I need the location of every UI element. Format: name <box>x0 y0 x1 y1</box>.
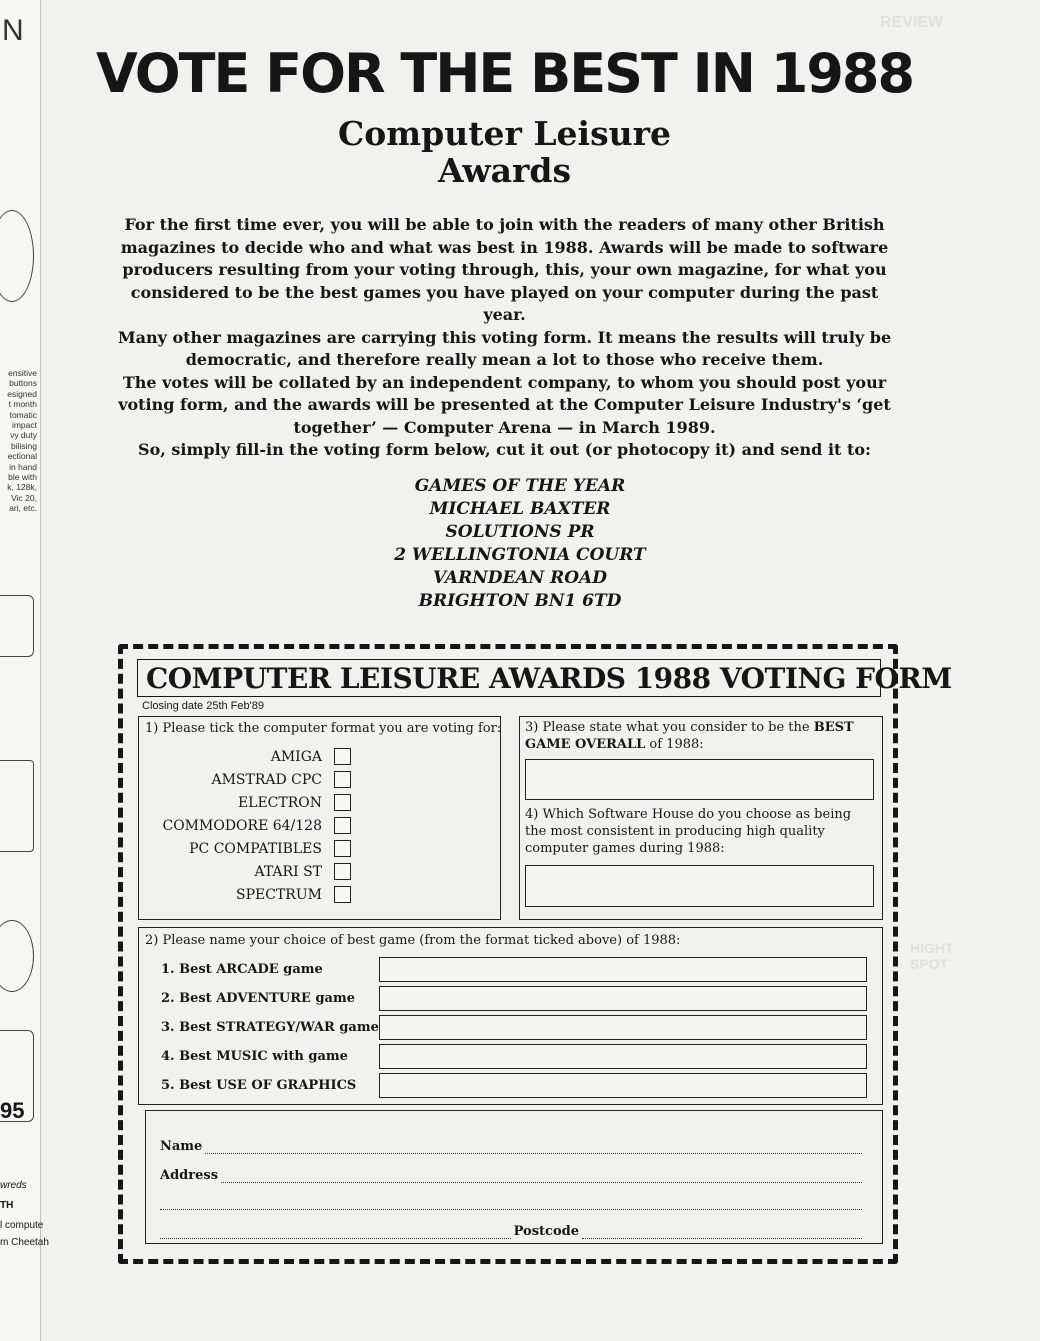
adjacent-text-line: TH <box>0 1200 14 1211</box>
category-answer-field[interactable] <box>379 957 867 982</box>
adjacent-text-line: t month <box>8 399 37 410</box>
adjacent-text-line: k, 128k, <box>7 482 37 493</box>
address-line: 2 WELLINGTONIA COURT <box>394 545 646 565</box>
adjacent-text-line: buttons <box>9 378 37 389</box>
address-field[interactable] <box>221 1170 862 1183</box>
name-label: Name <box>160 1139 203 1154</box>
format-box <box>138 716 501 920</box>
category-label: 1. Best ARCADE game <box>161 962 323 977</box>
voting-form-title: COMPUTER LEISURE AWARDS 1988 VOTING FORM <box>137 659 881 697</box>
adjacent-text-line: m Cheetah <box>0 1237 49 1248</box>
question-3-emphasis: BEST GAME OVERALL <box>525 720 854 752</box>
adjacent-text-line: esigned <box>7 388 37 399</box>
format-option-pc[interactable] <box>139 840 351 857</box>
format-checkbox[interactable] <box>334 863 351 880</box>
format-label: ELECTRON <box>237 794 322 811</box>
format-option-electron[interactable] <box>139 794 351 811</box>
format-option-amstrad[interactable] <box>139 771 351 788</box>
format-checkbox[interactable] <box>334 771 351 788</box>
intro-paragraph: For the first time ever, you will be able to join with the readers of many other British magazines to decide who and what was best in 1988. Awards will be made to software producers resulting from your voting through, this, your own magazine, for what you considered to be the best games you have played on your computer during the past year. <box>120 215 889 324</box>
format-label: PC COMPATIBLES <box>189 840 322 857</box>
address-line: BRIGHTON BN1 6TD <box>418 591 622 611</box>
format-option-atari[interactable] <box>139 863 351 880</box>
address-line: MICHAEL BAXTER <box>429 499 611 519</box>
format-option-spectrum[interactable] <box>139 886 351 903</box>
intro-paragraph: The votes will be collated by an independent company, to whom you should post your voting form, and the awards will be presented at the Computer Leisure Industry's ‘get together’ — Computer Arena — in March 1989. <box>118 372 891 437</box>
subtitle-line: Computer Leisure <box>337 114 672 153</box>
category-label: 5. Best USE OF GRAPHICS <box>161 1078 357 1093</box>
adjacent-text-line: ble with <box>8 472 37 483</box>
format-checkbox[interactable] <box>334 886 351 903</box>
format-checkbox[interactable] <box>334 840 351 857</box>
format-option-commodore[interactable] <box>139 817 351 834</box>
intro-text <box>110 214 899 462</box>
contact-box <box>145 1110 883 1244</box>
adjacent-text-line: ectional <box>7 451 37 462</box>
name-field[interactable] <box>205 1141 862 1154</box>
format-label: AMSTRAD CPC <box>211 771 322 788</box>
intro-paragraph: Many other magazines are carrying this voting form. It means the results will truly be democratic, and therefore really mean a lot to those who receive them. <box>117 327 892 369</box>
category-label: 2. Best ADVENTURE game <box>161 991 356 1006</box>
category-row <box>161 986 867 1011</box>
adjacent-text-line: bilising <box>11 440 37 451</box>
address-label: Address <box>160 1168 219 1183</box>
overall-box <box>519 716 883 920</box>
question-3-text: of 1988: <box>645 737 704 752</box>
format-checkbox[interactable] <box>334 817 351 834</box>
postal-address <box>0 475 1040 613</box>
sketch-outline <box>0 920 34 992</box>
category-label: 4. Best MUSIC with game <box>161 1049 348 1064</box>
format-option-amiga[interactable] <box>139 748 351 765</box>
adjacent-text-line: tomatic <box>9 409 37 420</box>
postcode-label: Postcode <box>513 1224 579 1239</box>
page-subtitle <box>60 115 949 189</box>
subtitle-line: Awards <box>437 151 572 190</box>
address-line: GAMES OF THE YEAR <box>414 476 626 496</box>
address-line-2[interactable] <box>160 1197 862 1210</box>
question-2: 2) Please name your choice of best game (from the format ticked above) of 1988: <box>145 933 681 948</box>
format-label: COMMODORE 64/128 <box>162 817 322 834</box>
postcode-field[interactable] <box>582 1226 862 1239</box>
format-label: AMIGA <box>270 748 322 765</box>
categories-box <box>138 927 883 1105</box>
adjacent-text-line: ensitive <box>8 368 37 378</box>
show-through-heading: REVIEW <box>880 14 944 31</box>
format-label: ATARI ST <box>254 863 322 880</box>
address-field[interactable] <box>160 1226 511 1239</box>
category-answer-field[interactable] <box>379 1073 867 1098</box>
category-row <box>161 1044 867 1069</box>
adjacent-text-line: wreds <box>0 1180 27 1191</box>
sketch-outline <box>0 210 34 302</box>
adjacent-text-line: l compute <box>0 1220 44 1231</box>
best-game-overall-field[interactable] <box>525 759 874 800</box>
adjacent-text-line: ari, etc. <box>9 503 37 514</box>
software-house-field[interactable] <box>525 865 874 907</box>
category-answer-field[interactable] <box>379 1015 867 1040</box>
category-answer-field[interactable] <box>379 1044 867 1069</box>
category-label: 3. Best STRATEGY/WAR game <box>161 1020 379 1035</box>
question-3-text: 3) Please state what you consider to be the <box>525 720 814 735</box>
question-4: 4) Which Software House do you choose as being the most consistent in producing high quality computer games during 1988: <box>525 807 852 856</box>
category-row <box>161 1073 867 1098</box>
address-line: SOLUTIONS PR <box>445 522 595 542</box>
address-line-1[interactable] <box>160 1168 862 1183</box>
question-3 <box>525 719 865 753</box>
adjacent-price: 95 <box>0 1098 25 1123</box>
adjacent-text-line: Vic 20, <box>11 492 37 503</box>
name-line[interactable] <box>160 1139 862 1154</box>
format-checkbox[interactable] <box>334 748 351 765</box>
adjacent-text-line: vy duty <box>10 430 37 441</box>
show-through-text: HIGHT SPOT <box>910 940 954 972</box>
adjacent-page-letter: N <box>2 14 24 47</box>
address-line-3[interactable] <box>160 1224 862 1239</box>
address-field[interactable] <box>160 1197 862 1210</box>
sketch-outline <box>0 760 34 852</box>
adjacent-text-line: in hand <box>9 461 37 472</box>
adjacent-page-strip <box>0 0 49 1341</box>
format-checkbox[interactable] <box>334 794 351 811</box>
category-row <box>161 1015 867 1040</box>
category-row <box>161 957 867 982</box>
closing-date: Closing date 25th Feb'89 <box>142 700 264 712</box>
intro-paragraph: So, simply fill-in the voting form below, cut it out (or photocopy it) and send it to: <box>138 440 871 459</box>
address-line: VARNDEAN ROAD <box>433 568 607 588</box>
page-title: VOTE FOR THE BEST IN 1988 <box>95 42 914 105</box>
category-answer-field[interactable] <box>379 986 867 1011</box>
question-1: 1) Please tick the computer format you are voting for: <box>145 721 502 736</box>
adjacent-text-line: impact <box>11 420 37 431</box>
format-label: SPECTRUM <box>236 886 322 903</box>
